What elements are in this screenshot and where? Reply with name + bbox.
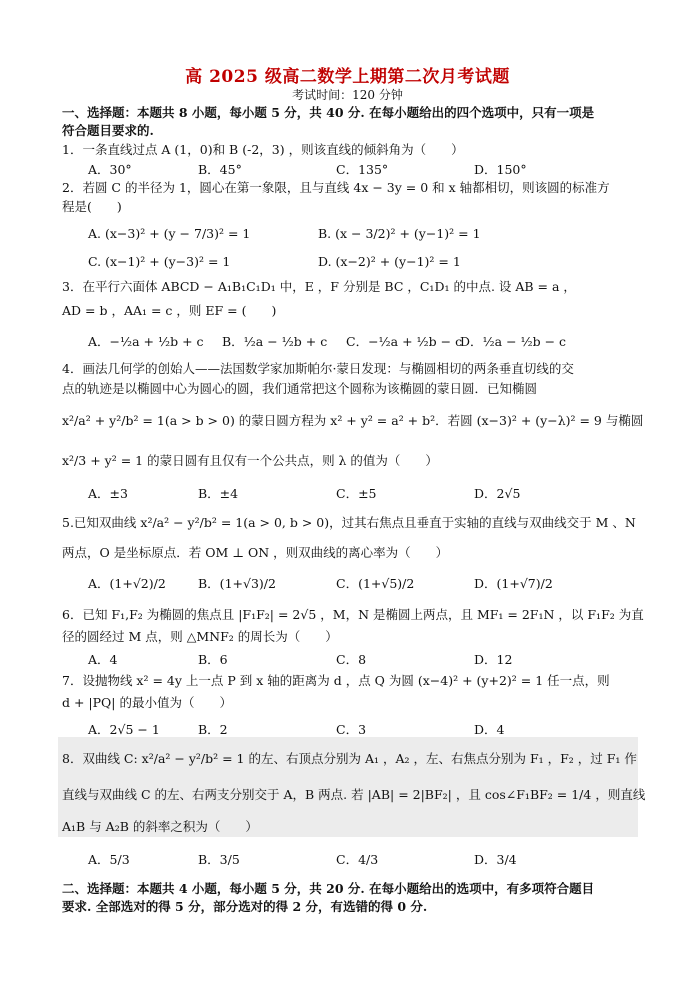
q1-option-b: B．45° <box>198 162 242 177</box>
q2-option-b: B. (x − 3/2)² + (y−1)² = 1 <box>318 226 481 241</box>
q7-option-c: C．3 <box>336 722 367 737</box>
q2-stem-line2: 程是( ) <box>62 199 122 214</box>
section1-instructions-line2: 符合题目要求的. <box>62 123 154 138</box>
q4-option-d: D．2√5 <box>474 486 521 501</box>
q4-stem-line3: x²/a² + y²/b² = 1(a > b > 0) 的蒙日圆方程为 x² + y² = a² + b²．若圆 (x−3)² + (y−λ)² = 9 与椭圆 <box>62 413 644 428</box>
q7-stem-line2: d + |PQ| 的最小值为（ ） <box>62 695 232 710</box>
q5-option-c: C．(1+√5)/2 <box>336 576 415 591</box>
q6-option-d: D．12 <box>474 652 513 667</box>
q3-stem-line2: AD = b ，AA₁ = c ，则 EF = ( ) <box>62 303 277 318</box>
q5-option-a: A．(1+√2)/2 <box>88 576 166 591</box>
q2-option-c: C. (x−1)² + (y−3)² = 1 <box>88 254 231 269</box>
q1-option-d: D．150° <box>474 162 527 177</box>
exam-duration: 考试时间：120 分钟 <box>292 88 403 102</box>
q7-stem-line1: 7．设抛物线 x² = 4y 上一点 P 到 x 轴的距离为 d ，点 Q 为圆 (x−4)² + (y+2)² = 1 任一点，则 <box>62 673 610 688</box>
q4-stem-line1: 4．画法几何学的创始人——法国数学家加斯帕尔·蒙日发现：与椭圆相切的两条垂直切线的交 <box>62 361 574 376</box>
q4-option-c: C．±5 <box>336 486 377 501</box>
q8-option-a: A．5/3 <box>88 852 130 867</box>
q6-option-a: A．4 <box>88 652 118 667</box>
section1-instructions-line1: 一、选择题：本题共 8 小题，每小题 5 分，共 40 分. 在每小题给出的四个选项中，只有一项是 <box>62 105 595 120</box>
q4-option-b: B．±4 <box>198 486 239 501</box>
q4-stem-line4: x²/3 + y² = 1 的蒙日圆有且仅有一个公共点，则 λ 的值为（ ） <box>62 453 438 468</box>
q6-option-b: B．6 <box>198 652 228 667</box>
section2-instructions-line2: 要求. 全部选对的得 5 分，部分选对的得 2 分，有选错的得 0 分. <box>62 899 428 914</box>
q3-stem-line1: 3．在平行六面体 ABCD − A₁B₁C₁D₁ 中，E ，F 分别是 BC ，C₁D₁ 的中点. 设 AB = a ， <box>62 279 576 294</box>
q4-stem-line2: 点的轨迹是以椭圆中心为圆心的圆，我们通常把这个圆称为该椭圆的蒙日圆．已知椭圆 <box>62 381 538 396</box>
q3-option-c: C．−½a + ½b − c <box>346 334 463 349</box>
q6-stem-line2: 径的圆经过 M 点，则 △MNF₂ 的周长为（ ） <box>62 629 338 644</box>
q8-option-d: D．3/4 <box>474 852 517 867</box>
q3-option-a: A．−½a + ½b + c <box>88 334 204 349</box>
q7-option-d: D．4 <box>474 722 505 737</box>
q4-option-a: A．±3 <box>88 486 128 501</box>
q1-option-a: A．30° <box>88 162 132 177</box>
q3-option-d: D．½a − ½b − c <box>460 334 567 349</box>
exam-title: 高 2025 级高二数学上期第二次月考试题 <box>185 67 510 87</box>
q6-option-c: C．8 <box>336 652 367 667</box>
q8-option-c: C．4/3 <box>336 852 379 867</box>
q5-option-b: B．(1+√3)/2 <box>198 576 276 591</box>
q5-stem-line1: 5.已知双曲线 x²/a² − y²/b² = 1(a > 0, b > 0)，过其右焦点且垂直于实轴的直线与双曲线交于 M 、N <box>62 515 636 530</box>
q2-stem-line1: 2．若圆 C 的半径为 1，圆心在第一象限，且与直线 4x − 3y = 0 和 x 轴都相切，则该圆的标准方 <box>62 180 610 195</box>
q7-option-a: A．2√5 − 1 <box>88 722 160 737</box>
q5-stem-line2: 两点，O 是坐标原点．若 OM ⊥ ON ，则双曲线的离心率为（ ） <box>62 545 449 560</box>
q3-option-b: B．½a − ½b + c <box>222 334 328 349</box>
q8-stem-line1: 8．双曲线 C: x²/a² − y²/b² = 1 的左、右顶点分别为 A₁ ，A₂ ，左、右焦点分别为 F₁ ，F₂ ，过 F₁ 作 <box>62 751 637 766</box>
q8-stem-line2: 直线与双曲线 C 的左、右两支分别交于 A，B 两点. 若 |AB| = 2|BF₂| ，且 cos∠F₁BF₂ = 1/4 ，则直线 <box>62 787 646 802</box>
q8-option-b: B．3/5 <box>198 852 240 867</box>
q2-option-a: A. (x−3)² + (y − 7/3)² = 1 <box>88 226 251 241</box>
q1-option-c: C．135° <box>336 162 389 177</box>
q6-stem-line1: 6．已知 F₁,F₂ 为椭圆的焦点且 |F₁F₂| = 2√5 ，M，N 是椭圆上两点，且 MF₁ = 2F₁N ，以 F₁F₂ 为直 <box>62 607 644 622</box>
q1-stem: 1．一条直线过点 A (1，0)和 B (-2，3) ，则该直线的倾斜角为（ ） <box>62 142 464 157</box>
q8-stem-line3: A₁B 与 A₂B 的斜率之积为（ ） <box>62 819 258 834</box>
q2-option-d: D. (x−2)² + (y−1)² = 1 <box>318 254 461 269</box>
q5-option-d: D．(1+√7)/2 <box>474 576 553 591</box>
q7-option-b: B．2 <box>198 722 228 737</box>
section2-instructions-line1: 二、选择题：本题共 4 小题，每小题 5 分，共 20 分. 在每小题给出的选项中，有多项符合题目 <box>62 881 595 896</box>
